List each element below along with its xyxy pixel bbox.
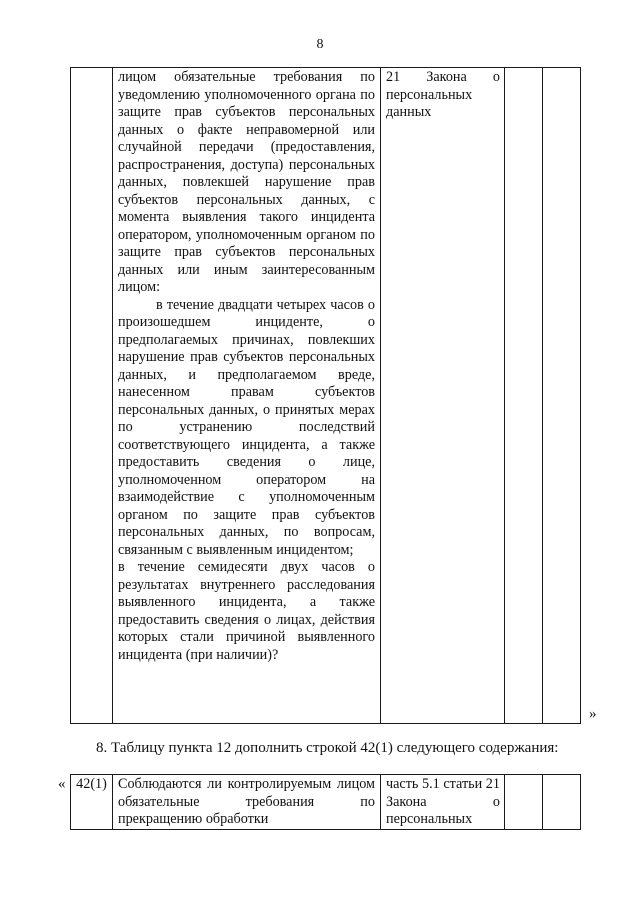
closing-quote: » bbox=[589, 706, 597, 722]
table1-legal-reference-cell bbox=[381, 68, 505, 724]
table2-answer-cell bbox=[505, 775, 543, 830]
section-8-instruction: 8. Таблицу пункта 12 дополнить строкой 42(1) следующего содержания: bbox=[96, 740, 559, 756]
new-row-table bbox=[70, 774, 581, 830]
question-text: Соблюдаются ли контролируемым лицом обязательные требования по прекращению обработки bbox=[118, 776, 375, 827]
question-paragraph: лицом обязательные требования по уведомлению уполномоченного органа по защите прав субъектов персональных данных о факте неправомерной или случайной передачи (предоставления, распространения, доступа) персональных данных, повлекшей нарушение прав субъектов персональных данных, с момента выявления такого инцидента оператором, уполномоченным органом по защите прав субъектов персональных данных или иным заинтересованным лицом: bbox=[118, 69, 375, 295]
table2-note-cell bbox=[543, 775, 581, 830]
opening-quote: « bbox=[58, 776, 66, 792]
table1-note-cell bbox=[543, 68, 581, 724]
legal-reference-text: 21 Закона о персональных данных bbox=[386, 69, 500, 120]
table2-question-cell bbox=[113, 775, 381, 830]
legal-reference-text: часть 5.1 статьи 21 Закона о персональных bbox=[386, 776, 500, 827]
page-number: 8 bbox=[316, 37, 324, 52]
table2-legal-reference-cell bbox=[381, 775, 505, 830]
question-paragraph: в течение семидесяти двух часов о результатах внутреннего расследования выявленного инцидента, а также предоставить сведения о лицах, действия которых стали причиной выявленного инцидента (при наличии)? bbox=[118, 559, 375, 663]
table1-question-cell bbox=[113, 68, 381, 724]
requirements-table-continued bbox=[70, 67, 581, 724]
table1-answer-cell bbox=[505, 68, 543, 724]
table1-row-number-cell bbox=[71, 68, 113, 724]
row-number-cell: 42(1) bbox=[71, 775, 113, 830]
question-paragraph: в течение двадцати четырех часов о произошедшем инциденте, о предполагаемых причинах, повлекших нарушение прав субъектов персональных данных, и предполагаемом вреде, нанесенном правам субъектов персональных данных, о принятых мерах по устранению последствий соответствующего инцидента, а также предоставить сведения о лице, уполномоченном оператором на взаимодействие с уполномоченным органом по защите прав субъектов персональных данных, по вопросам, связанным с выявленным инцидентом; bbox=[118, 296, 375, 558]
